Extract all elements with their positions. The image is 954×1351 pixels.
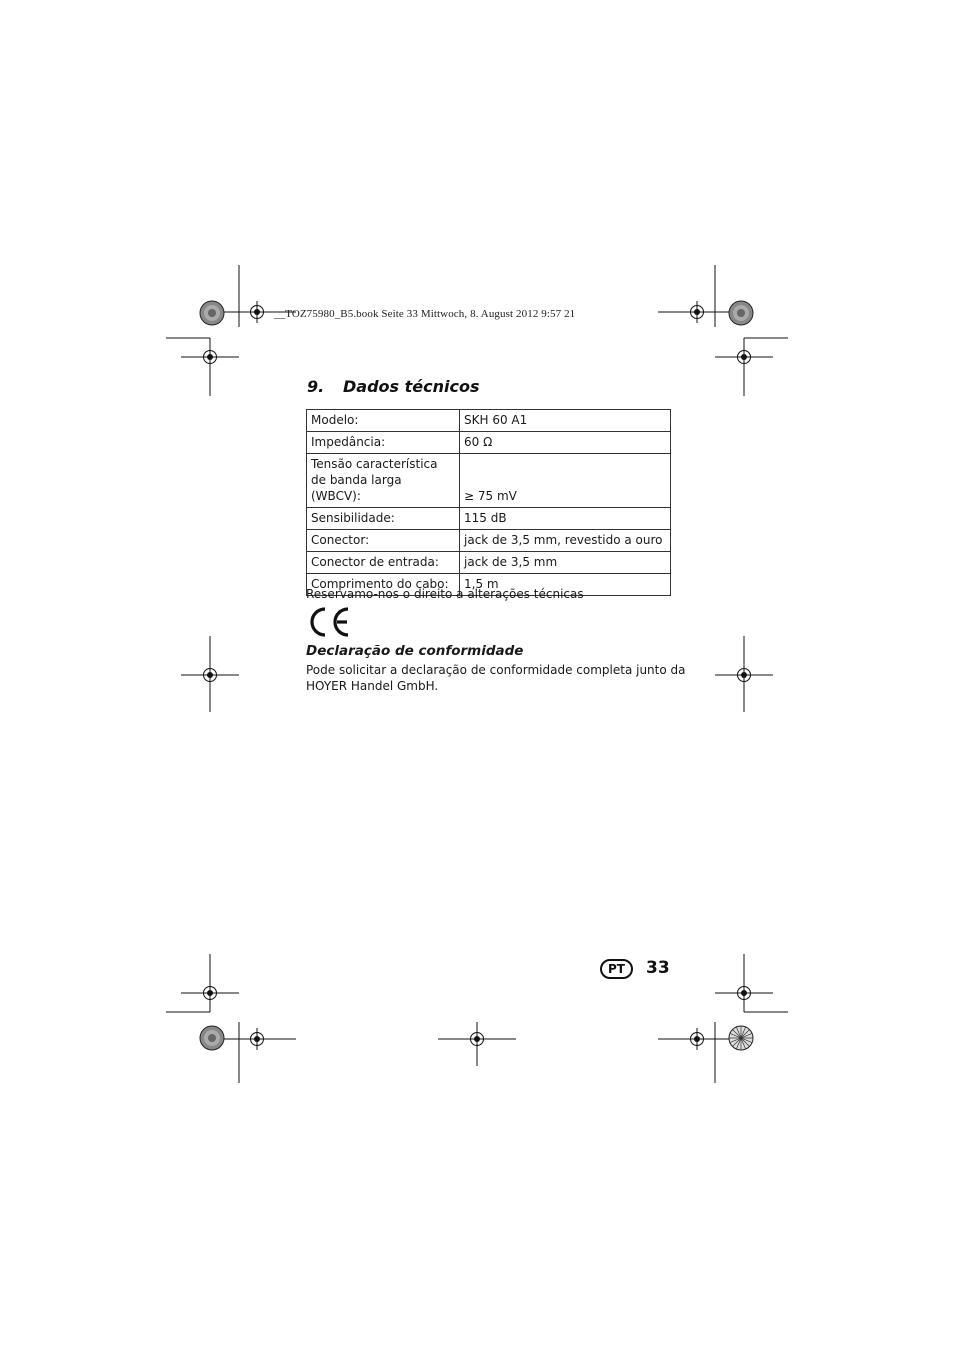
ce-mark-icon bbox=[306, 606, 352, 638]
conformity-heading: Declaração de conformidade bbox=[306, 643, 524, 659]
spec-value: 115 dB bbox=[460, 508, 671, 530]
spec-label: Modelo: bbox=[307, 410, 460, 432]
table-row bbox=[307, 432, 671, 454]
technical-changes-note: Reservamo-nos o direito a alterações técnicas bbox=[306, 587, 584, 601]
page-number: 33 bbox=[646, 958, 670, 978]
spec-value: 60 Ω bbox=[460, 432, 671, 454]
table-row bbox=[307, 410, 671, 432]
spec-value: jack de 3,5 mm bbox=[460, 552, 671, 574]
spec-label: Impedância: bbox=[307, 432, 460, 454]
conformity-text: Pode solicitar a declaração de conformidade completa junto da HOYER Handel GmbH. bbox=[306, 663, 686, 693]
print-header: __TOZ75980_B5.book Seite 33 Mittwoch, 8. August 2012 9:57 21 bbox=[274, 308, 576, 320]
table-row bbox=[307, 454, 671, 508]
spec-label: Sensibilidade: bbox=[307, 508, 460, 530]
section-number: 9. bbox=[307, 377, 325, 396]
table-row bbox=[307, 530, 671, 552]
spec-label: Conector de entrada: bbox=[307, 552, 460, 574]
spec-value: 1,5 m bbox=[460, 574, 671, 596]
spec-label: Conector: bbox=[307, 530, 460, 552]
spec-value: ≥ 75 mV bbox=[460, 454, 671, 508]
section-title-text: Dados técnicos bbox=[343, 377, 480, 396]
spec-value: jack de 3,5 mm, revestido a ouro bbox=[460, 530, 671, 552]
technical-data-table bbox=[306, 409, 671, 596]
table-row bbox=[307, 552, 671, 574]
page-footer bbox=[600, 958, 680, 982]
section-title bbox=[307, 377, 479, 396]
spec-label: Comprimento do cabo: bbox=[307, 574, 460, 596]
spec-label: Tensão característica de banda larga (WBCV): bbox=[307, 454, 460, 508]
spec-value: SKH 60 A1 bbox=[460, 410, 671, 432]
language-badge: PT bbox=[600, 959, 633, 979]
table-row bbox=[307, 508, 671, 530]
